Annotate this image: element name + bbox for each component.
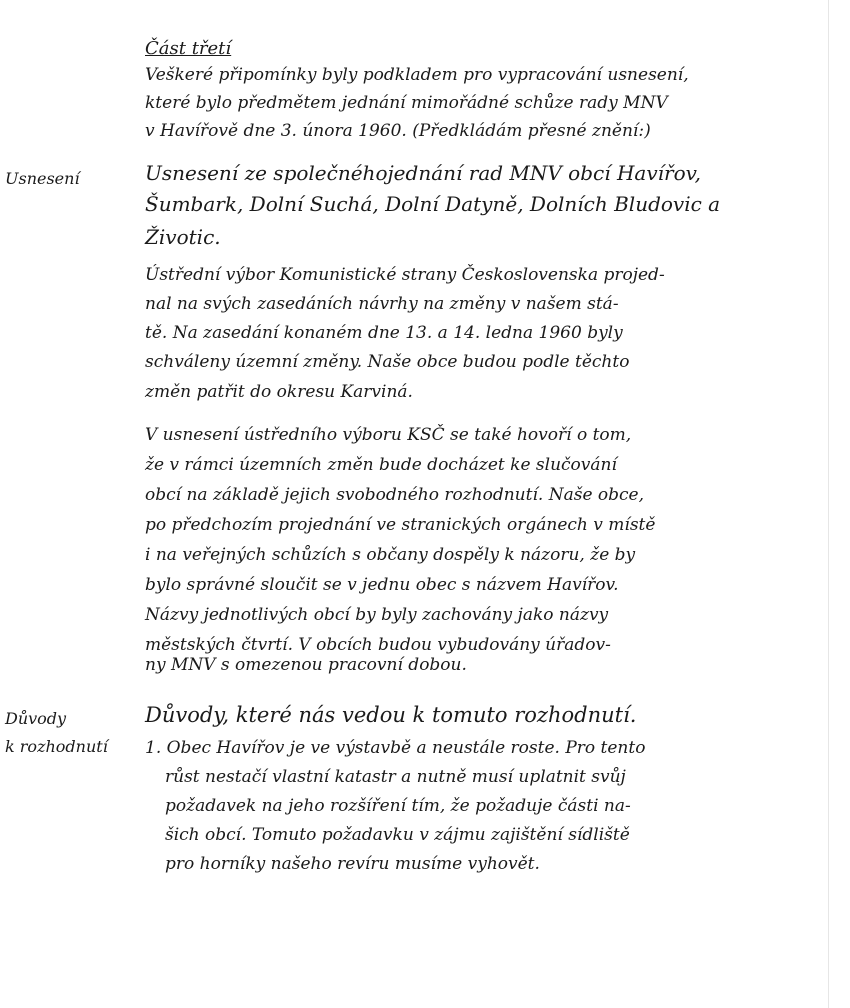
paragraph2-line: městských čtvrtí. V obcích budou vybudovány úřadov-	[145, 635, 611, 655]
paragraph2-line: ny MNV s omezenou pracovní dobou.	[145, 655, 467, 675]
scan-edge-line	[828, 0, 829, 1008]
paragraph1-line: tě. Na zasedání konaném dne 13. a 14. ledna 1960 byly	[145, 323, 623, 343]
usneseni-title-line: Šumbark, Dolní Suchá, Dolní Datyně, Dolních Bludovic a	[145, 192, 721, 216]
duvody-title: Důvody, které nás vedou k tomuto rozhodnutí.	[145, 703, 637, 727]
point1-line: růst nestačí vlastní katastr a nutně musí uplatnit svůj	[165, 767, 626, 787]
paragraph2-line: i na veřejných schůzích s občany dospěly k názoru, že by	[145, 545, 636, 565]
intro-line: Veškeré připomínky byly podkladem pro vypracování usnesení,	[145, 65, 689, 85]
margin-label-duvody: Důvody	[5, 709, 67, 728]
intro-line: v Havířově dne 3. února 1960. (Předkládám přesné znění:)	[145, 121, 651, 141]
paragraph2-line: V usnesení ústředního výboru KSČ se také hovoří o tom,	[145, 425, 632, 445]
paragraph1-line: nal na svých zasedáních návrhy na změny v našem stá-	[145, 294, 619, 314]
point1-line: požadavek na jeho rozšíření tím, že požaduje části na-	[165, 796, 631, 816]
usneseni-title-line: Usnesení ze společnéhojednání rad MNV obcí Havířov,	[145, 161, 701, 185]
margin-label-k-rozhodnuti: k rozhodnutí	[5, 737, 108, 756]
usneseni-title-line: Životic.	[145, 225, 221, 249]
paragraph2-line: bylo správné sloučit se v jednu obec s názvem Havířov.	[145, 575, 619, 595]
section-heading: Část třetí	[145, 38, 232, 59]
point1-line: pro horníky našeho revíru musíme vyhovět.	[165, 854, 540, 874]
paragraph1-line: změn patřit do okresu Karviná.	[145, 382, 413, 402]
margin-label-usneseni: Usnesení	[5, 169, 80, 188]
intro-line: které bylo předmětem jednání mimořádné schůze rady MNV	[145, 93, 668, 113]
paragraph2-line: že v rámci územních změn bude docházet ke slučování	[145, 455, 617, 475]
paragraph2-line: Názvy jednotlivých obcí by byly zachovány jako názvy	[145, 605, 609, 625]
paragraph1-line: schváleny územní změny. Naše obce budou podle těchto	[145, 352, 630, 372]
paragraph1-line: Ústřední výbor Komunistické strany Československa projed-	[145, 265, 665, 285]
paragraph2-line: obcí na základě jejich svobodného rozhodnutí. Naše obce,	[145, 485, 645, 505]
paragraph2-line: po předchozím projednání ve stranických orgánech v místě	[145, 515, 656, 535]
point1-line: 1. Obec Havířov je ve výstavbě a neustále roste. Pro tento	[145, 738, 646, 758]
point1-line: šich obcí. Tomuto požadavku v zájmu zajištění sídliště	[165, 825, 630, 845]
